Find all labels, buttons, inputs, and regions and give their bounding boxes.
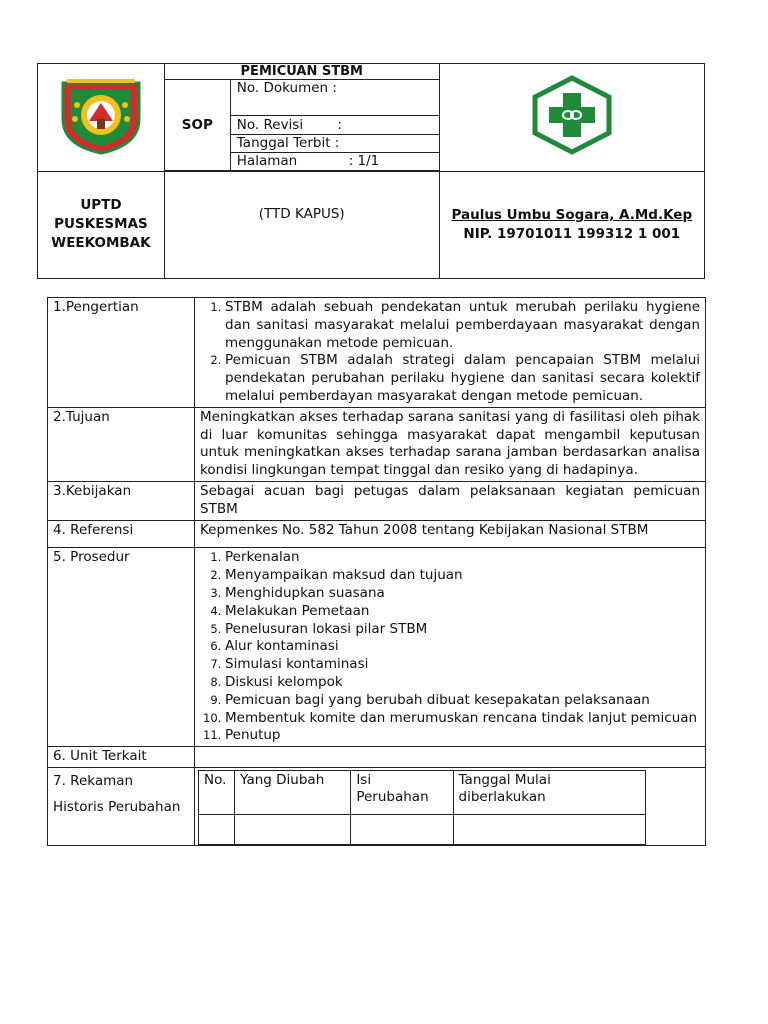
content-tujuan: Meningkatkan akses terhadap sarana sanitasi yang di fasilitasi oleh pihak di luar komunitas sehingga masyarakat dapat mengambil keputusan untuk meningkatkan akses terhadap sarana jamban berdasarkan analisa kondisi lingkungan tempat tinggal dan resiko yang di hadapinya. <box>195 407 706 481</box>
unit-line: PUSKESMAS <box>54 216 148 233</box>
row-tujuan <box>48 407 706 481</box>
col-header: Yang Diubah <box>235 770 351 814</box>
sop-content-table <box>47 297 706 846</box>
row-pengertian <box>48 298 706 408</box>
signer-name: Paulus Umbu Sogara, A.Md.Kep <box>451 206 693 223</box>
sop-label: SOP <box>164 80 230 171</box>
label-pengertian: 1.Pengertian <box>48 298 195 408</box>
pengertian-list <box>200 299 700 406</box>
rekaman-label-line: 7. Rekaman <box>53 772 134 789</box>
puskesmas-logo-icon <box>529 75 615 155</box>
label-tujuan: 2.Tujuan <box>48 407 195 481</box>
rekaman-label-line: Historis Perubahan <box>53 798 181 815</box>
row-prosedur <box>48 548 706 747</box>
signer-block <box>439 171 704 278</box>
list-item: 8. Diskusi kelompok <box>225 674 700 692</box>
revision-empty-row <box>199 814 646 844</box>
regency-emblem-icon <box>57 75 145 155</box>
ttd-kapus: (TTD KAPUS) <box>164 171 439 278</box>
list-item: 2. Menyampaikan maksud dan tujuan <box>225 567 700 585</box>
right-logo-cell <box>439 64 704 172</box>
label-rekaman <box>48 767 195 845</box>
list-item: 3. Menghidupkan suasana <box>225 585 700 603</box>
unit-line: WEEKOMBAK <box>51 235 151 252</box>
col-header: Isi Perubahan <box>351 770 453 814</box>
list-item: 2. Pemicuan STBM adalah strategi dalam pencapaian STBM melalui pendekatan perubahan perilaku hygiene dan sanitasi secara kolektif melalui pemberdayan masyarakat dengan metode pemicuan. <box>225 352 700 405</box>
content-rekaman <box>195 767 706 845</box>
list-item: 7. Simulasi kontaminasi <box>225 656 700 674</box>
left-logo-cell <box>38 64 165 172</box>
label-referensi: 4. Referensi <box>48 520 195 548</box>
list-item: 9. Pemicuan bagi yang berubah dibuat kesepakatan pelaksanaan <box>225 692 700 710</box>
content-referensi: Kepmenkes No. 582 Tahun 2008 tentang Kebijakan Nasional STBM <box>195 520 706 548</box>
no-revisi: No. Revisi : <box>230 116 439 134</box>
label-prosedur: 5. Prosedur <box>48 548 195 747</box>
list-item: 10. Membentuk komite dan merumuskan rencana tindak lanjut pemicuan <box>225 710 700 728</box>
content-prosedur <box>195 548 706 747</box>
content-kebijakan: Sebagai acuan bagi petugas dalam pelaksanaan kegiatan pemicuan STBM <box>195 481 706 520</box>
list-item: 4. Melakukan Pemetaan <box>225 603 700 621</box>
col-header: No. <box>199 770 235 814</box>
unit-line: UPTD <box>80 197 122 214</box>
halaman: Halaman : 1/1 <box>230 152 439 170</box>
content-unit-terkait <box>195 747 706 768</box>
revision-history-table <box>198 770 646 845</box>
label-kebijakan: 3.Kebijakan <box>48 481 195 520</box>
document-title: PEMICUAN STBM <box>164 64 439 80</box>
list-item: 1. STBM adalah sebuah pendekatan untuk merubah perilaku hygiene dan sanitasi masyarakat melalui pemberdayaan masyarakat dengan menggunakan metode pemicuan. <box>225 299 700 352</box>
list-item: 11. Penutup <box>225 727 700 745</box>
prosedur-list <box>200 549 700 745</box>
no-dokumen: No. Dokumen : <box>230 80 439 116</box>
row-kebijakan <box>48 481 706 520</box>
row-rekaman <box>48 767 706 845</box>
list-item: 1. Perkenalan <box>225 549 700 567</box>
row-referensi <box>48 520 706 548</box>
revision-cell <box>199 814 235 844</box>
label-unit-terkait: 6. Unit Terkait <box>48 747 195 768</box>
content-pengertian <box>195 298 706 408</box>
revision-cell <box>351 814 453 844</box>
unit-name <box>38 171 165 278</box>
list-item: 6. Alur kontaminasi <box>225 638 700 656</box>
revision-cell <box>235 814 351 844</box>
list-item: 5. Penelusuran lokasi pilar STBM <box>225 621 700 639</box>
revision-header-row <box>199 770 646 814</box>
col-header: Tanggal Mulai diberlakukan <box>453 770 645 814</box>
row-unit-terkait <box>48 747 706 768</box>
revision-cell <box>453 814 645 844</box>
signer-nip: NIP. 19701011 199312 1 001 <box>463 225 681 242</box>
sop-header-table <box>37 63 705 279</box>
tanggal-terbit: Tanggal Terbit : <box>230 134 439 152</box>
